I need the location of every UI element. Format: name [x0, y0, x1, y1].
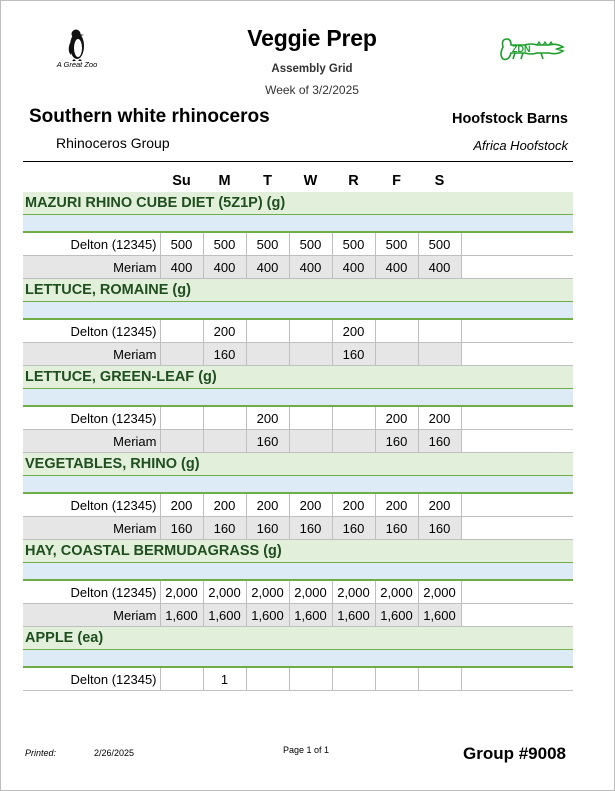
zdn-alligator-logo: [497, 33, 567, 67]
page-number: Page 1 of 1: [283, 745, 330, 755]
amount-cell: 400: [289, 256, 332, 279]
amount-cell: [418, 319, 461, 343]
amount-cell: 160: [418, 517, 461, 540]
animal-name: Meriam: [23, 517, 160, 540]
amount-cell: [160, 667, 203, 691]
notes-cell: [461, 430, 573, 453]
amount-cell: [246, 667, 289, 691]
animal-name: Meriam: [23, 256, 160, 279]
amount-cell: 160: [332, 517, 375, 540]
amount-cell: 500: [332, 232, 375, 256]
amount-cell: [203, 406, 246, 430]
amount-cell: 400: [418, 256, 461, 279]
zdn-logo-text: ZDN: [512, 44, 531, 54]
food-item-spacer: [23, 650, 573, 668]
notes-cell: [461, 406, 573, 430]
amount-cell: 500: [289, 232, 332, 256]
spacer-cell: [23, 563, 573, 581]
animal-name: Delton (12345): [23, 406, 160, 430]
amount-cell: [289, 406, 332, 430]
food-item-header: [23, 366, 573, 389]
amount-cell: [332, 667, 375, 691]
spacer-cell: [23, 476, 573, 494]
day-header: W: [303, 172, 318, 189]
food-item-name: MAZURI RHINO CUBE DIET (5Z1P) (g): [23, 192, 573, 215]
amount-cell: 2,000: [418, 580, 461, 604]
amount-cell: 160: [332, 343, 375, 366]
food-item-spacer: [23, 563, 573, 581]
day-header: Su: [172, 172, 191, 189]
amount-cell: [289, 343, 332, 366]
spacer-cell: [23, 650, 573, 668]
amount-cell: 500: [203, 232, 246, 256]
food-item-spacer: [23, 389, 573, 407]
animal-row: [23, 517, 573, 540]
amount-cell: 200: [375, 406, 418, 430]
day-header: S: [434, 172, 445, 189]
amount-cell: [375, 343, 418, 366]
animal-row: [23, 667, 573, 691]
group-number: Group #9008: [463, 744, 566, 763]
food-item-header: [23, 279, 573, 302]
spacer-cell: [23, 302, 573, 320]
amount-cell: [418, 667, 461, 691]
amount-cell: 400: [203, 256, 246, 279]
week-label: Week of 3/2/2025: [265, 83, 359, 97]
amount-cell: 2,000: [289, 580, 332, 604]
amount-cell: 2,000: [160, 580, 203, 604]
amount-cell: 160: [375, 517, 418, 540]
amount-cell: 200: [418, 406, 461, 430]
amount-cell: 1: [203, 667, 246, 691]
amount-cell: 2,000: [246, 580, 289, 604]
zoo-logo: [49, 29, 105, 73]
animal-name: Meriam: [23, 430, 160, 453]
spacer-cell: [23, 389, 573, 407]
notes-cell: [461, 667, 573, 691]
animal-name: Delton (12345): [23, 580, 160, 604]
animal-row: [23, 256, 573, 279]
food-item-header: [23, 627, 573, 650]
amount-cell: [418, 343, 461, 366]
report-subtitle: Assembly Grid: [271, 63, 353, 75]
assembly-grid: [23, 169, 573, 691]
amount-cell: 200: [332, 493, 375, 517]
animal-row: [23, 580, 573, 604]
amount-cell: 1,600: [203, 604, 246, 627]
day-header: T: [263, 172, 272, 189]
food-item-header: [23, 453, 573, 476]
amount-cell: 2,000: [375, 580, 418, 604]
amount-cell: [289, 319, 332, 343]
amount-cell: [375, 667, 418, 691]
notes-cell: [461, 493, 573, 517]
animal-name: Delton (12345): [23, 667, 160, 691]
day-header-blank: [23, 169, 160, 192]
food-item-name: APPLE (ea): [23, 627, 573, 650]
amount-cell: 400: [332, 256, 375, 279]
food-item-name: LETTUCE, GREEN-LEAF (g): [23, 366, 573, 389]
amount-cell: 1,600: [246, 604, 289, 627]
food-item-name: VEGETABLES, RHINO (g): [23, 453, 573, 476]
day-header-row: [23, 169, 573, 192]
amount-cell: 200: [160, 493, 203, 517]
amount-cell: [160, 319, 203, 343]
amount-cell: 400: [160, 256, 203, 279]
amount-cell: 2,000: [332, 580, 375, 604]
amount-cell: [160, 406, 203, 430]
amount-cell: [289, 430, 332, 453]
animal-row: [23, 406, 573, 430]
food-item-spacer: [23, 302, 573, 320]
location-name: Hoofstock Barns: [451, 111, 568, 127]
amount-cell: 200: [203, 319, 246, 343]
amount-cell: 400: [246, 256, 289, 279]
amount-cell: [246, 343, 289, 366]
animal-row: [23, 493, 573, 517]
animal-row: [23, 319, 573, 343]
food-item-name: LETTUCE, ROMAINE (g): [23, 279, 573, 302]
animal-name: Meriam: [23, 343, 160, 366]
amount-cell: [289, 667, 332, 691]
amount-cell: 500: [418, 232, 461, 256]
amount-cell: 160: [375, 430, 418, 453]
amount-cell: 200: [289, 493, 332, 517]
day-header: F: [392, 172, 401, 189]
animal-row: [23, 604, 573, 627]
amount-cell: 160: [289, 517, 332, 540]
amount-cell: 200: [246, 493, 289, 517]
report-title: Veggie Prep: [247, 25, 377, 51]
amount-cell: [246, 319, 289, 343]
amount-cell: [332, 430, 375, 453]
group-name: Rhinoceros Group: [56, 135, 170, 151]
amount-cell: 160: [160, 517, 203, 540]
amount-cell: 500: [375, 232, 418, 256]
notes-cell: [461, 319, 573, 343]
alligator-icon: [497, 33, 567, 67]
amount-cell: 200: [246, 406, 289, 430]
food-item-name: HAY, COASTAL BERMUDAGRASS (g): [23, 540, 573, 563]
animal-row: [23, 232, 573, 256]
spacer-cell: [23, 215, 573, 233]
printed-date: 2/26/2025: [94, 748, 135, 758]
amount-cell: 160: [246, 430, 289, 453]
amount-cell: 2,000: [203, 580, 246, 604]
notes-cell: [461, 232, 573, 256]
amount-cell: 200: [332, 319, 375, 343]
animal-name: Delton (12345): [23, 319, 160, 343]
notes-cell: [461, 256, 573, 279]
amount-cell: 1,600: [418, 604, 461, 627]
amount-cell: [332, 406, 375, 430]
day-header: R: [348, 172, 359, 189]
amount-cell: 200: [375, 493, 418, 517]
amount-cell: 500: [246, 232, 289, 256]
food-item-spacer: [23, 215, 573, 233]
animal-name: Delton (12345): [23, 232, 160, 256]
notes-cell: [461, 343, 573, 366]
printed-label: Printed:: [25, 748, 57, 758]
amount-cell: 500: [160, 232, 203, 256]
amount-cell: 160: [203, 343, 246, 366]
amount-cell: 1,600: [289, 604, 332, 627]
amount-cell: 160: [418, 430, 461, 453]
amount-cell: [203, 430, 246, 453]
amount-cell: 160: [203, 517, 246, 540]
amount-cell: 1,600: [160, 604, 203, 627]
day-header: M: [218, 172, 231, 189]
food-item-header: [23, 540, 573, 563]
food-item-header: [23, 192, 573, 215]
penguin-icon: [49, 29, 105, 61]
amount-cell: [160, 430, 203, 453]
notes-cell: [461, 604, 573, 627]
zoo-logo-text: A Great Zoo: [56, 60, 98, 69]
amount-cell: 1,600: [332, 604, 375, 627]
amount-cell: 1,600: [375, 604, 418, 627]
amount-cell: 200: [418, 493, 461, 517]
animal-row: [23, 343, 573, 366]
day-header-blank: [461, 169, 573, 192]
region-name: Africa Hoofstock: [473, 138, 568, 153]
food-item-spacer: [23, 476, 573, 494]
animal-name: Delton (12345): [23, 493, 160, 517]
amount-cell: 160: [246, 517, 289, 540]
amount-cell: 200: [203, 493, 246, 517]
species-name: Southern white rhinoceros: [29, 106, 270, 127]
amount-cell: [375, 319, 418, 343]
animal-row: [23, 430, 573, 453]
animal-name: Meriam: [23, 604, 160, 627]
header-divider: [23, 161, 573, 162]
amount-cell: 400: [375, 256, 418, 279]
notes-cell: [461, 580, 573, 604]
notes-cell: [461, 517, 573, 540]
amount-cell: [160, 343, 203, 366]
